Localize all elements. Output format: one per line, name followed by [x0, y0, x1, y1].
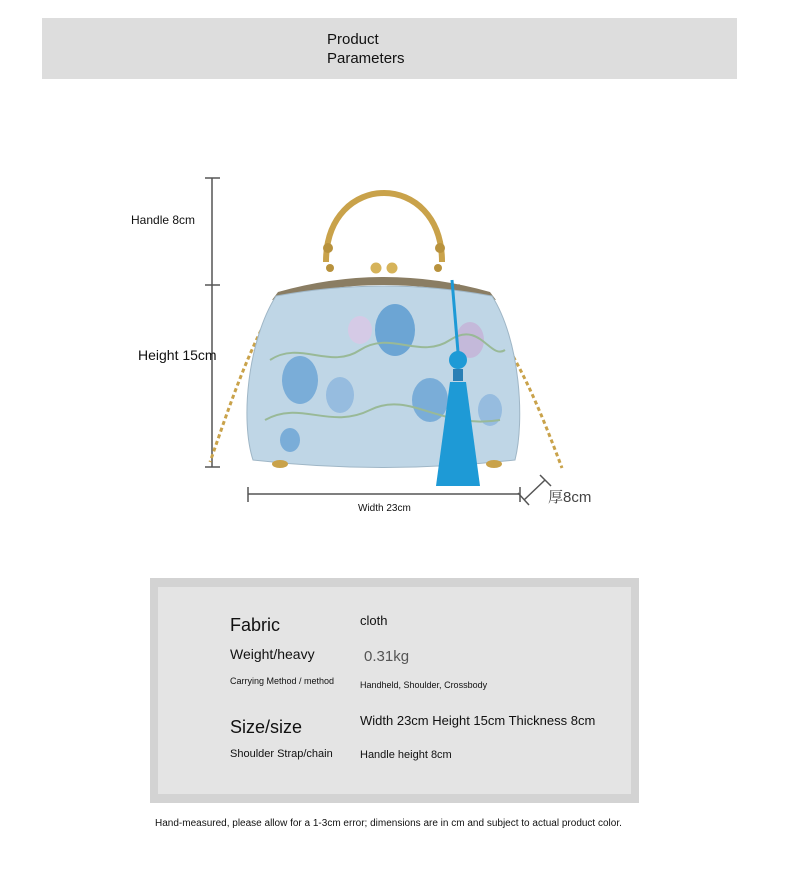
thickness-dimension-label: 厚8cm: [548, 489, 592, 506]
bag-handle: [326, 193, 442, 262]
size-label: Size/size: [230, 717, 303, 737]
vertical-dimension-line: [205, 178, 220, 467]
shoulder-strap-value: Handle height 8cm: [360, 749, 452, 761]
parameter-panel-inner: [158, 587, 631, 794]
carrying-method-label: Carrying Method / method: [230, 676, 335, 686]
horizontal-dimension-line: [248, 487, 520, 502]
weight-value: 0.31kg: [364, 648, 410, 665]
fabric-value: cloth: [360, 613, 388, 628]
handle-dimension-label: Handle 8cm: [131, 213, 196, 227]
kiss-lock: [371, 263, 382, 274]
width-dimension-label: Width 23cm: [358, 503, 411, 514]
page-title-line1: Product: [327, 31, 379, 48]
measurement-footnote: Hand-measured, please allow for a 1-3cm error; dimensions are in cm and subject to actual product color.: [155, 818, 622, 829]
fabric-label: Fabric: [230, 615, 281, 635]
thickness-dimension-line: [518, 475, 551, 505]
page-title-line2: Parameters: [327, 50, 405, 67]
size-value: Width 23cm Height 15cm Thickness 8cm: [360, 713, 596, 728]
shoulder-strap-label: Shoulder Strap/chain: [230, 748, 333, 760]
carrying-method-value: Handheld, Shoulder, Crossbody: [360, 680, 488, 690]
height-dimension-label: Height 15cm: [138, 347, 217, 363]
weight-label: Weight/heavy: [230, 646, 315, 662]
